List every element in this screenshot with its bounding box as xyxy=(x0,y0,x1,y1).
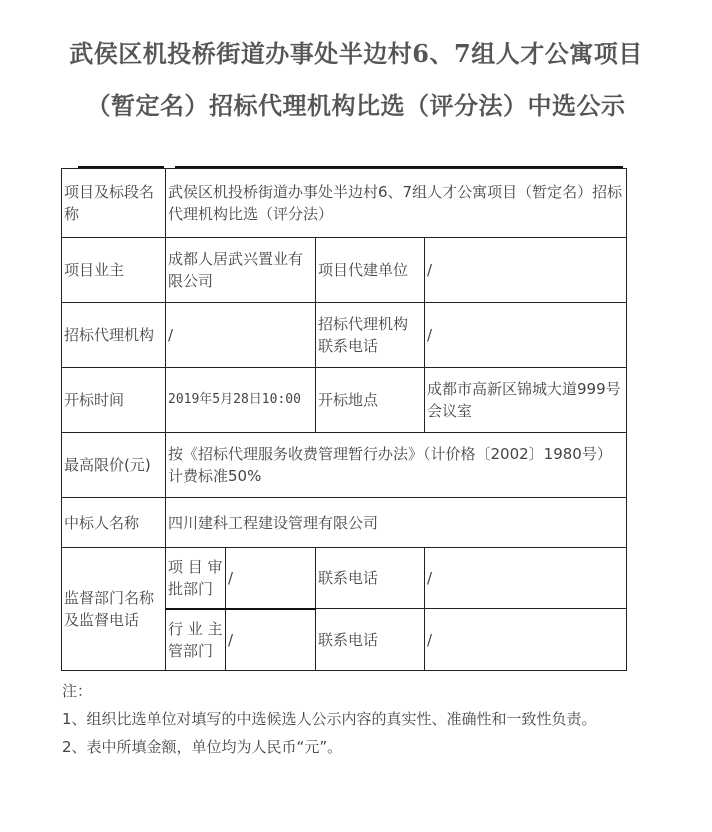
owner-value: 成都人居武兴置业有限公司 xyxy=(166,238,316,303)
agent-builder-label: 项目代建单位 xyxy=(316,238,425,303)
supervision-dept-label: 项 目 审批部门 xyxy=(166,548,226,609)
bid-agency-phone-value: / xyxy=(425,303,627,368)
open-time-value: 2019年5月28日10:00 xyxy=(166,368,316,433)
open-time-label: 开标时间 xyxy=(62,368,166,433)
page-title-line1: 武侯区机投桥街道办事处半边村6、7组人才公寓项目 xyxy=(69,39,643,68)
supervision-phone-value: / xyxy=(425,609,627,671)
supervision-phone-label: 联系电话 xyxy=(316,609,425,671)
notes-heading: 注： xyxy=(62,682,93,700)
table-row xyxy=(62,368,627,433)
project-name-value: 武侯区机投桥街道办事处半边村6、7组人才公寓项目（暂定名）招标代理机构比选（评分法） xyxy=(166,169,627,238)
supervision-dept-value: / xyxy=(226,609,316,671)
notes-section xyxy=(62,680,632,764)
table-row xyxy=(62,303,627,368)
table-row xyxy=(62,548,627,609)
table-row xyxy=(62,238,627,303)
supervision-phone-label: 联系电话 xyxy=(316,548,425,609)
agent-builder-value: / xyxy=(425,238,627,303)
supervision-dept-label: 行 业 主管部门 xyxy=(166,609,226,671)
bid-agency-phone-label: 招标代理机构联系电话 xyxy=(316,303,425,368)
bid-agency-value: / xyxy=(166,303,316,368)
note-item: 1、组织比选单位对填写的中选候选人公示内容的真实性、准确性和一致性负责。 xyxy=(62,710,597,728)
bid-agency-label: 招标代理机构 xyxy=(62,303,166,368)
project-name-label: 项目及标段名称 xyxy=(62,169,166,238)
supervision-phone-value: / xyxy=(425,548,627,609)
max-price-label: 最高限价(元) xyxy=(62,433,166,498)
table-row xyxy=(62,498,627,548)
announcement-table xyxy=(61,168,627,671)
supervision-label: 监督部门名称及监督电话 xyxy=(62,548,166,671)
note-item: 2、表中所填金额，单位均为人民币“元”。 xyxy=(62,738,343,756)
owner-label: 项目业主 xyxy=(62,238,166,303)
winner-value: 四川建科工程建设管理有限公司 xyxy=(166,498,627,548)
winner-label: 中标人名称 xyxy=(62,498,166,548)
supervision-dept-value: / xyxy=(226,548,316,609)
table-row xyxy=(62,433,627,498)
open-place-label: 开标地点 xyxy=(316,368,425,433)
page-title-line2: （暂定名）招标代理机构比选（评分法）中选公示 xyxy=(86,91,626,120)
max-price-value: 按《招标代理服务收费管理暂行办法》（计价格〔2002〕1980号）计费标准50% xyxy=(166,433,627,498)
table-row xyxy=(62,169,627,238)
open-place-value: 成都市高新区锦城大道999号会议室 xyxy=(425,368,627,433)
